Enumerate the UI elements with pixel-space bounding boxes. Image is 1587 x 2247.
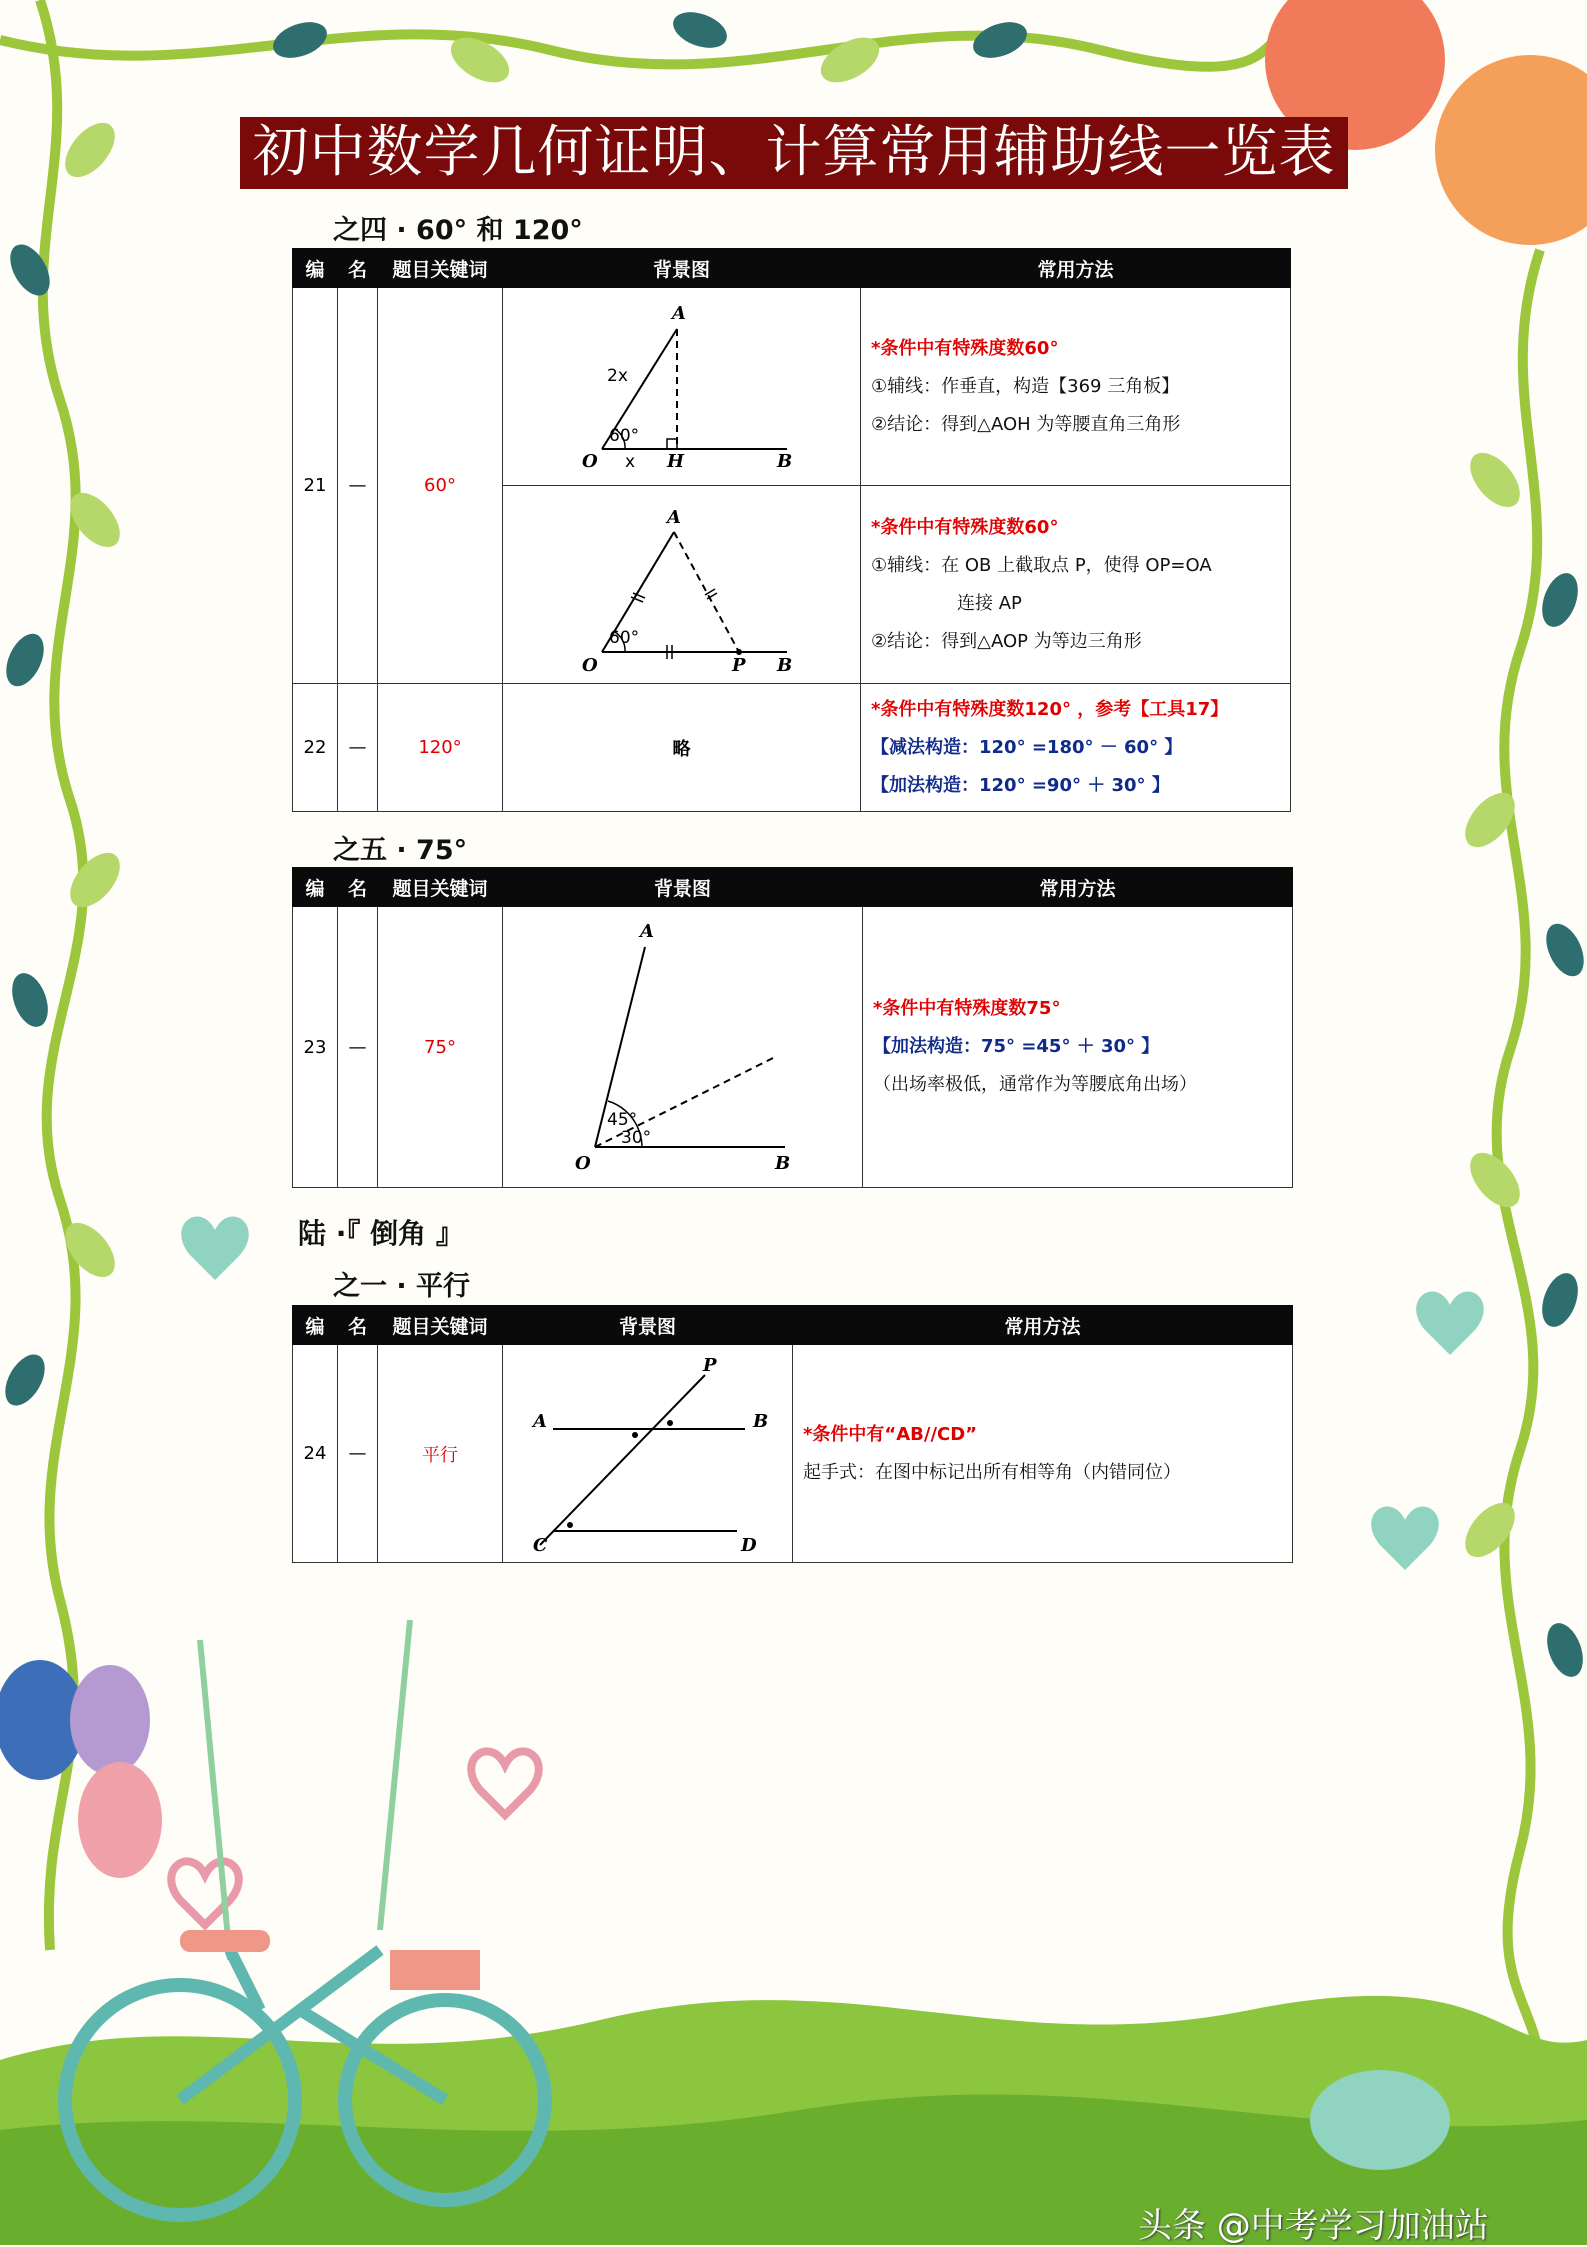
figure-60-perpendicular	[507, 289, 857, 479]
method-line: *条件中有“AB//CD”	[803, 1423, 978, 1445]
label-d: D	[741, 1535, 757, 1556]
table-row	[293, 907, 1293, 1188]
header-keyword: 题目关键词	[378, 868, 503, 907]
method-cell	[793, 1345, 1293, 1563]
section-heading-parallel: 之一 · 平行	[333, 1271, 471, 1302]
figure-75	[505, 907, 860, 1182]
table-header-row	[293, 868, 1293, 907]
label-c: C	[533, 1535, 548, 1556]
row-number: 21	[293, 288, 338, 684]
figure-cell	[503, 288, 861, 486]
header-keyword: 题目关键词	[378, 1306, 503, 1345]
table-parallel	[292, 1305, 1293, 1563]
watermark: 头条 @中考学习加油站	[1138, 2206, 1489, 2246]
row-name: —	[338, 1345, 378, 1563]
label-b: B	[776, 451, 792, 472]
label-a: A	[640, 921, 654, 942]
label-o: O	[581, 655, 598, 676]
method-line: 【加法构造：120° =90° ＋ 30° 】	[871, 774, 1170, 796]
method-line: *条件中有特殊度数120° ，参考【工具17】	[871, 698, 1229, 720]
row-keyword: 120°	[378, 684, 503, 812]
figure-cell	[503, 486, 861, 684]
table-row	[293, 288, 1291, 486]
header-figure: 背景图	[503, 1306, 793, 1345]
row-keyword: 60°	[378, 288, 503, 684]
label-p: P	[703, 1355, 717, 1376]
figure-60-equilateral	[507, 487, 857, 677]
method-cell	[861, 486, 1291, 684]
method-line: ①辅线：在 OB 上截取点 P，使得 OP=OA	[871, 554, 1212, 576]
method-line: *条件中有特殊度数60°	[871, 337, 1059, 359]
table-header-row	[293, 1306, 1293, 1345]
label-a: A	[666, 507, 681, 528]
row-name: —	[338, 907, 378, 1188]
header-method: 常用方法	[861, 249, 1291, 288]
row-keyword: 75°	[378, 907, 503, 1188]
header-figure: 背景图	[503, 249, 861, 288]
method-line: *条件中有特殊度数75°	[873, 998, 1061, 1019]
header-keyword: 题目关键词	[378, 249, 503, 288]
header-name: 名	[338, 868, 378, 907]
row-number: 22	[293, 684, 338, 812]
section-heading-60-120: 之四 · 60° 和 120°	[333, 215, 583, 246]
table-row	[293, 1345, 1293, 1563]
page-title: 初中数学几何证明、计算常用辅助线一览表	[240, 117, 1348, 189]
method-line: 【加法构造：75° =45° ＋ 30° 】	[873, 1036, 1160, 1057]
method-line: ②结论：得到△AOP 为等边三角形	[871, 630, 1142, 652]
header-figure: 背景图	[503, 868, 863, 907]
method-line: ①辅线：作垂直，构造【369 三角板】	[871, 375, 1180, 397]
method-line: 【减法构造：120° =180° － 60° 】	[871, 736, 1183, 758]
label-angle-60: 60°	[608, 426, 639, 446]
header-method: 常用方法	[863, 868, 1293, 907]
label-p: P	[731, 655, 746, 676]
table-row	[293, 684, 1291, 812]
table-60-120	[292, 248, 1291, 812]
method-line: 连接 AP	[957, 592, 1022, 614]
label-o: O	[575, 1153, 591, 1174]
table-header-row	[293, 249, 1291, 288]
header-name: 名	[338, 1306, 378, 1345]
label-o: O	[581, 451, 598, 472]
row-name: —	[338, 684, 378, 812]
label-b: B	[775, 1153, 791, 1174]
label-b: B	[753, 1411, 769, 1432]
label-angle-30: 30°	[621, 1128, 652, 1148]
row-number: 23	[293, 907, 338, 1188]
label-a: A	[533, 1411, 547, 1432]
label-x: x	[624, 452, 635, 472]
method-cell	[863, 907, 1293, 1188]
label-angle-45: 45°	[607, 1110, 638, 1130]
label-2x: 2x	[606, 366, 628, 386]
header-number: 编	[293, 868, 338, 907]
row-name: —	[338, 288, 378, 684]
row-number: 24	[293, 1345, 338, 1563]
figure-omitted: 略	[503, 684, 861, 812]
label-a: A	[671, 303, 686, 324]
figure-cell	[503, 907, 863, 1188]
header-method: 常用方法	[793, 1306, 1293, 1345]
method-line: ②结论：得到△AOH 为等腰直角三角形	[871, 413, 1181, 435]
header-name: 名	[338, 249, 378, 288]
figure-parallel	[505, 1345, 790, 1557]
header-number: 编	[293, 1306, 338, 1345]
header-number: 编	[293, 249, 338, 288]
table-75	[292, 867, 1293, 1188]
label-h: H	[666, 451, 684, 472]
method-cell	[861, 684, 1291, 812]
part-heading-angle-chasing: 陆 ·『 倒角 』	[298, 1217, 464, 1250]
row-keyword: 平行	[378, 1345, 503, 1563]
method-line: 起手式：在图中标记出所有相等角（内错同位）	[803, 1461, 1181, 1483]
label-angle-60: 60°	[608, 628, 639, 648]
method-line: （出场率极低，通常作为等腰底角出场）	[873, 1074, 1197, 1095]
method-line: *条件中有特殊度数60°	[871, 516, 1059, 538]
label-b: B	[776, 655, 792, 676]
section-heading-75: 之五 · 75°	[333, 835, 468, 866]
figure-cell	[503, 1345, 793, 1563]
method-cell	[861, 288, 1291, 486]
